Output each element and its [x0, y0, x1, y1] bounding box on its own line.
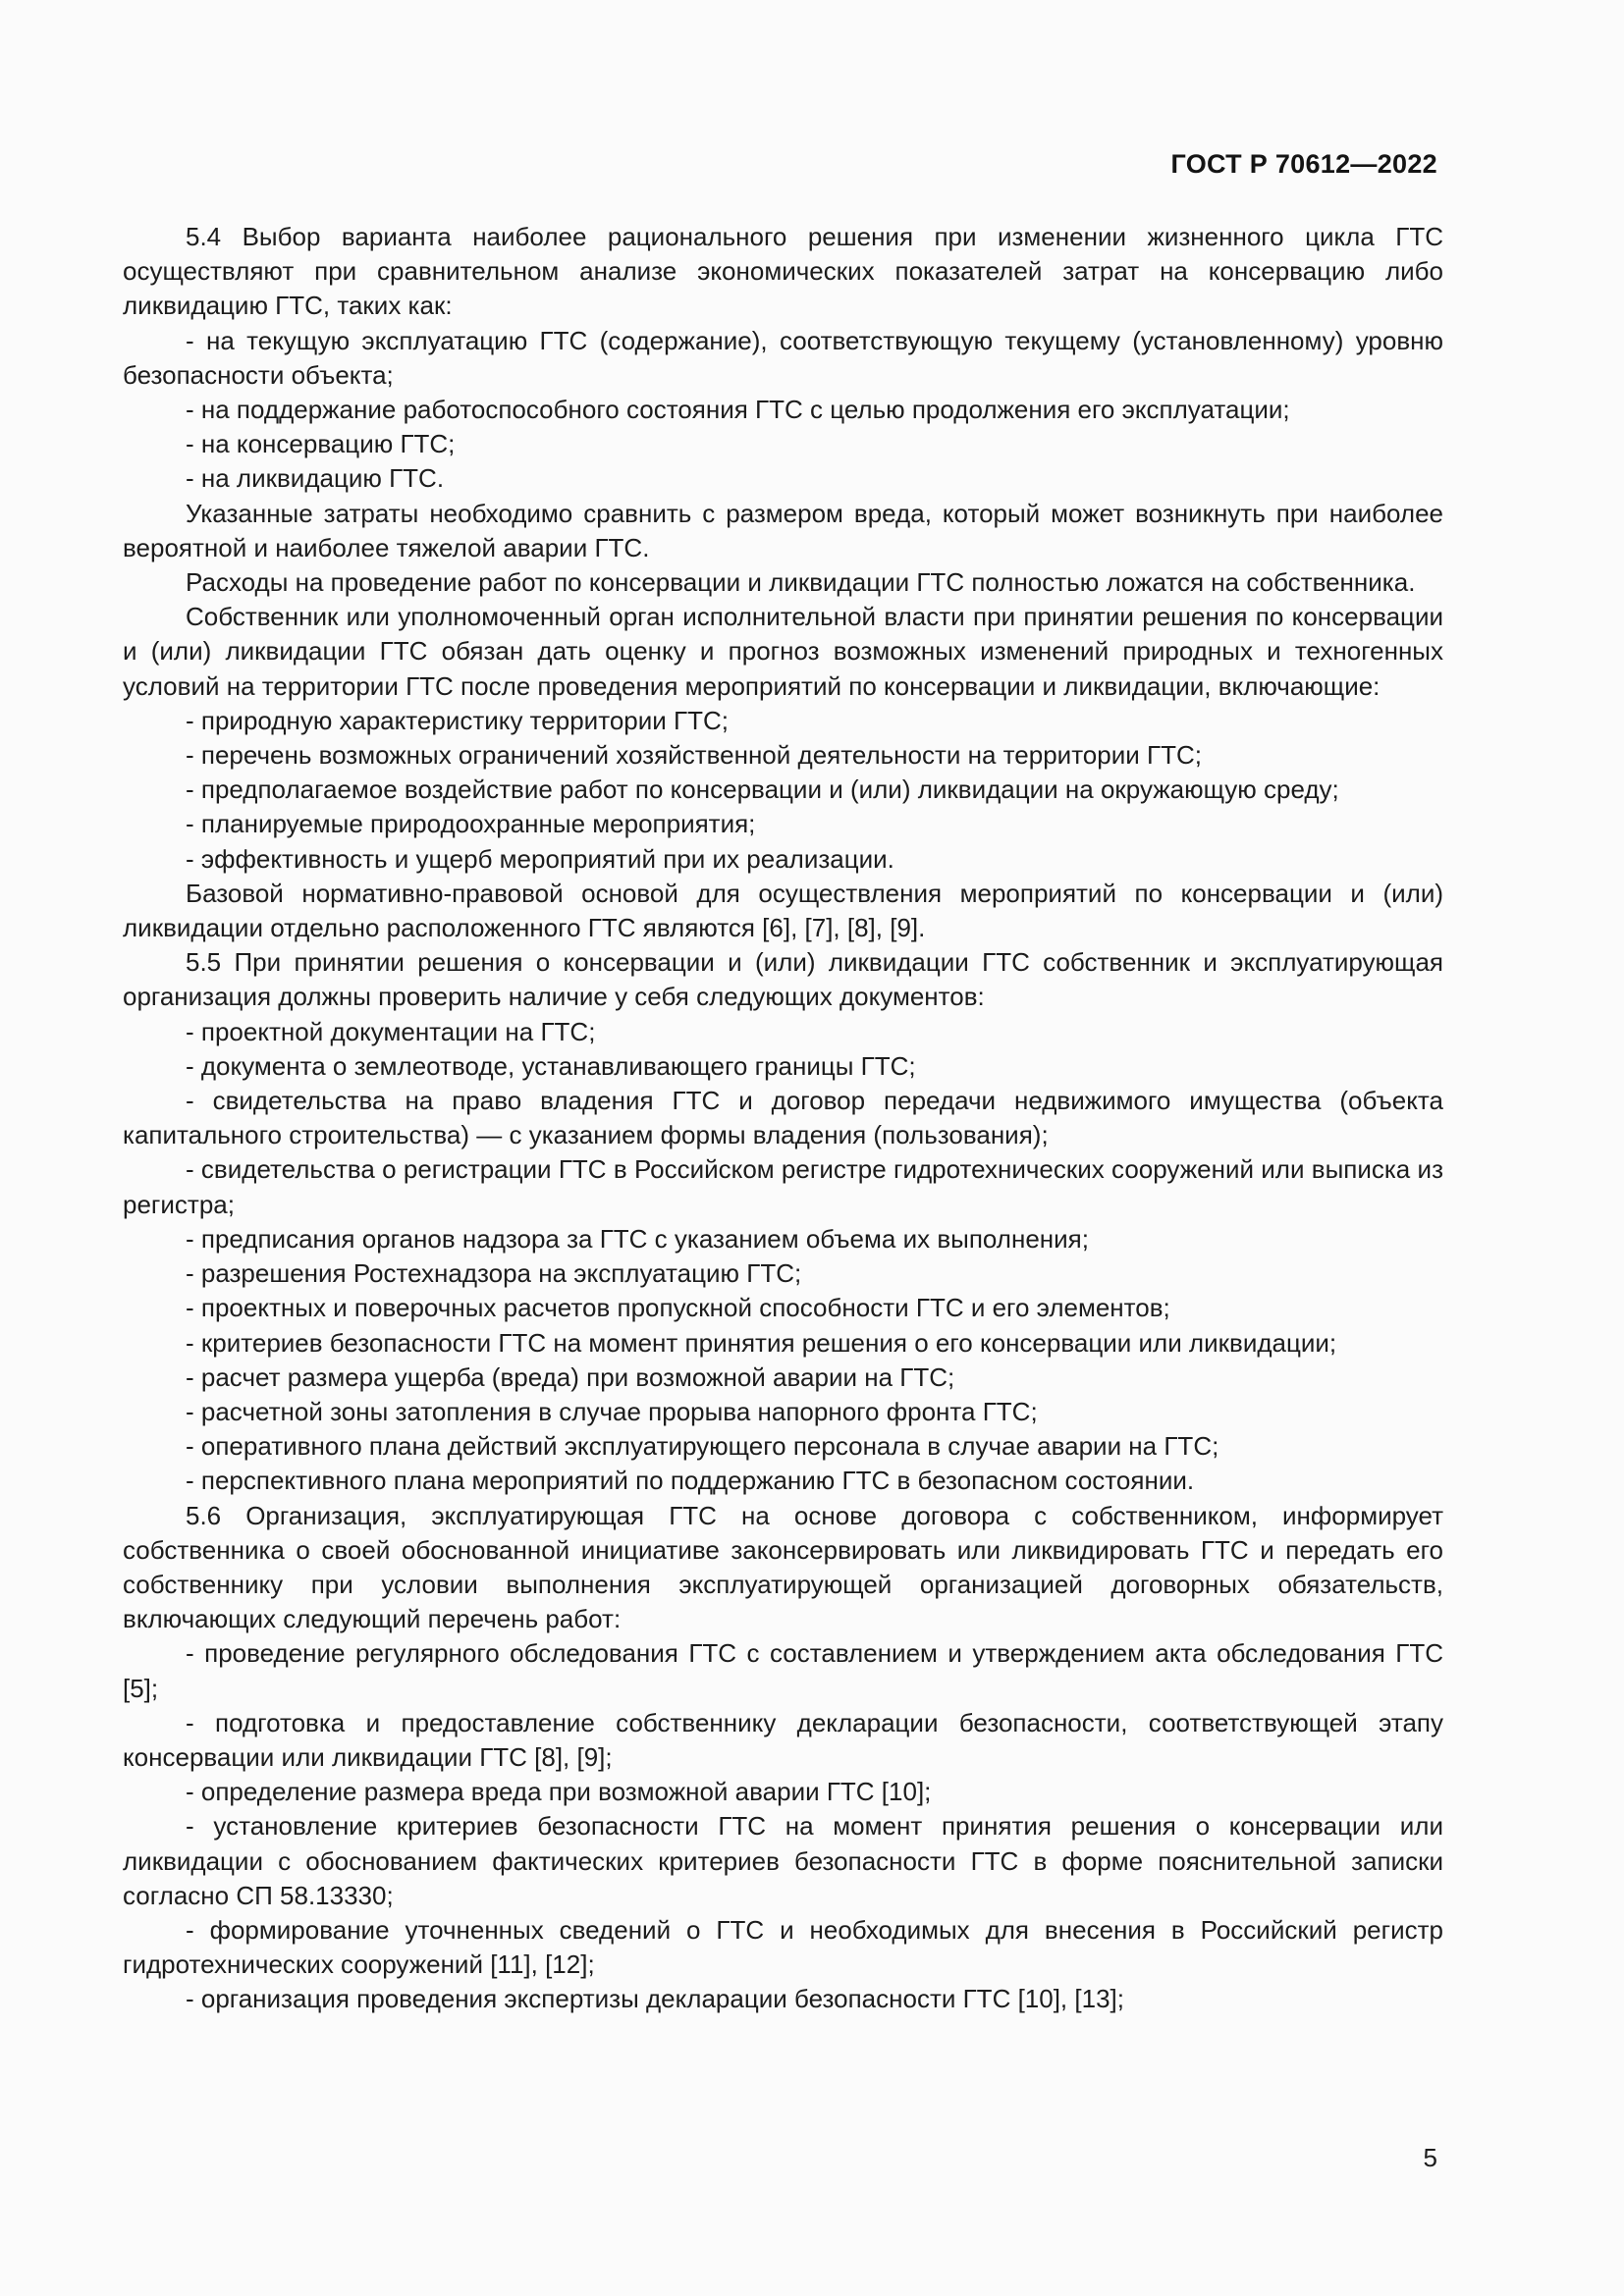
list-item: - расчетной зоны затопления в случае прорыва напорного фронта ГТС;	[186, 1396, 1038, 1426]
list-item: - перечень возможных ограничений хозяйственной деятельности на территории ГТС;	[186, 740, 1202, 771]
list-item: - разрешения Ростехнадзора на эксплуатацию ГТС;	[186, 1258, 802, 1289]
list-item: - установление критериев безопасности ГТС на момент принятия решения о консервации или ликвидации с обоснованием фактических критериев безопасности ГТС в форме пояснительной записки согласно СП 58.13330;	[123, 1811, 1443, 1910]
paragraph: Собственник или уполномоченный орган исполнительной власти при принятии решения по консервации и (или) ликвидации ГТС обязан дать оценку и прогноз возможных изменений природных и техногенных условий на территории ГТС после проведения мероприятий по консервации и ликвидации, включающие:	[123, 602, 1443, 701]
list-item: - на консервацию ГТС;	[186, 429, 456, 459]
list-item: - планируемые природоохранные мероприятия;	[186, 809, 756, 839]
list-item: - проектной документации на ГТС;	[186, 1016, 596, 1046]
list-item: - критериев безопасности ГТС на момент принятия решения о его консервации или ликвидации;	[186, 1327, 1337, 1358]
document-id-header: ГОСТ Р 70612—2022	[1170, 149, 1437, 179]
list-item: - свидетельства на право владения ГТС и договор передачи недвижимого имущества (объекта капитального строительства) — с указанием формы владения (пользования);	[123, 1086, 1443, 1150]
list-item: - проектных и поверочных расчетов пропускной способности ГТС и его элементов;	[186, 1293, 1170, 1323]
list-item: - на текущую эксплуатацию ГТС (содержание), соответствующую текущему (установленному) уровню безопасности объекта;	[123, 325, 1443, 390]
list-item: - организация проведения экспертизы декларации безопасности ГТС [10], [13];	[186, 1984, 1124, 2014]
list-item: - формирование уточненных сведений о ГТС и необходимых для внесения в Российский регистр гидротехнических сооружений [11], [12];	[123, 1914, 1443, 1980]
list-item: - на поддержание работоспособного состояния ГТС с целью продолжения его эксплуатации;	[186, 395, 1290, 425]
list-item: - свидетельства о регистрации ГТС в Российском регистре гидротехнических сооружений или выписка из регистра;	[123, 1154, 1443, 1219]
paragraph: Базовой нормативно-правовой основой для осуществления мероприятий по консервации и (или) ликвидации отдельно расположенного ГТС являются [6], [7], [8], [9].	[123, 878, 1443, 943]
list-item: - природную характеристику территории ГТС;	[186, 705, 729, 735]
document-body	[123, 220, 1443, 2017]
paragraph: Расходы на проведение работ по консервации и ликвидации ГТС полностью ложатся на собственника.	[186, 567, 1416, 598]
list-item: - документа о землеотводе, устанавливающего границы ГТС;	[186, 1050, 916, 1081]
list-item: - предполагаемое воздействие работ по консервации и (или) ликвидации на окружающую среду;	[186, 774, 1339, 805]
page-number: 5	[1423, 2143, 1437, 2172]
paragraph: 5.5 При принятии решения о консервации и (или) ликвидации ГТС собственник и эксплуатирующая организация должны проверить наличие у себя следующих документов:	[123, 947, 1443, 1012]
paragraph: Указанные затраты необходимо сравнить с размером вреда, который может возникнуть при наиболее вероятной и наиболее тяжелой аварии ГТС.	[123, 498, 1443, 562]
list-item: - эффективность и ущерб мероприятий при их реализации.	[186, 843, 894, 874]
list-item: - подготовка и предоставление собственнику декларации безопасности, соответствующей этапу консервации или ликвидации ГТС [8], [9];	[123, 1707, 1443, 1772]
list-item: - перспективного плана мероприятий по поддержанию ГТС в безопасном состоянии.	[186, 1466, 1195, 1496]
list-item: - определение размера вреда при возможной аварии ГТС [10];	[186, 1777, 932, 1807]
list-item: - расчет размера ущерба (вреда) при возможной аварии на ГТС;	[186, 1362, 955, 1392]
list-item: - проведение регулярного обследования ГТС с составлением и утверждением акта обследования ГТС [5];	[123, 1638, 1443, 1703]
list-item: - предписания органов надзора за ГТС с указанием объема их выполнения;	[186, 1223, 1089, 1254]
paragraph: 5.6 Организация, эксплуатирующая ГТС на основе договора с собственником, информирует собственника о своей обоснованной инициативе законсервировать или ликвидировать ГТС и передать его собственнику при условии выполнения эксплуатирующей организацией договорных обязательств, включающих следующий перечень работ:	[123, 1500, 1443, 1634]
list-item: - на ликвидацию ГТС.	[186, 463, 445, 494]
paragraph: 5.4 Выбор варианта наиболее рационального решения при изменении жизненного цикла ГТС осуществляют при сравнительном анализе экономических показателей затрат на консервацию либо ликвидацию ГТС, таких как:	[123, 222, 1443, 321]
list-item: - оперативного плана действий эксплуатирующего персонала в случае аварии на ГТС;	[186, 1431, 1219, 1462]
